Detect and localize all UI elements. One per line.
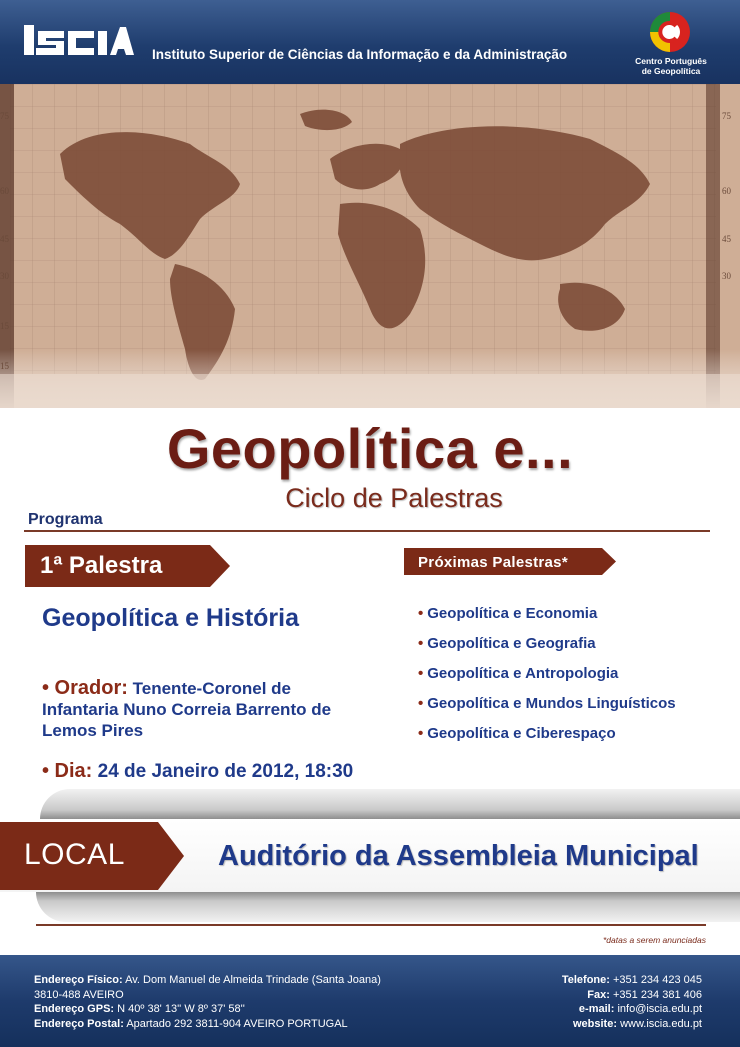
subtitle: Ciclo de Palestras bbox=[285, 483, 503, 513]
grid-label: 45 bbox=[722, 234, 731, 244]
footer-label: website: bbox=[572, 1017, 617, 1030]
divider bbox=[24, 530, 710, 532]
grid-label: 60 bbox=[722, 186, 731, 196]
list-item-label: Geopolítica e Antropologia bbox=[427, 665, 619, 682]
footer-line bbox=[562, 988, 702, 1003]
footer-value: 3810-488 AVEIRO bbox=[34, 988, 124, 1001]
footer-line bbox=[34, 1017, 381, 1032]
footer-line bbox=[34, 973, 381, 988]
bullet: • bbox=[418, 665, 424, 682]
footer-label: Endereço GPS: bbox=[34, 1003, 115, 1015]
footer-address bbox=[34, 973, 381, 1031]
venue-name: Auditório da Assembleia Municipal bbox=[218, 840, 699, 872]
institution-name: Instituto Superior de Ciências da Informação e da Administração bbox=[152, 47, 568, 62]
speaker-name: Tenente-Coronel de Infantaria Nuno Correia Barrento de Lemos Pires bbox=[42, 679, 332, 740]
upcoming-tag-label: Próximas Palestras* bbox=[418, 554, 568, 571]
bullet: • bbox=[418, 635, 424, 652]
decorative-band bbox=[40, 789, 740, 819]
footer-line bbox=[34, 1002, 381, 1017]
footer-label: Telefone: bbox=[561, 974, 610, 986]
footer-contacts bbox=[562, 973, 702, 1031]
footer-line bbox=[34, 988, 381, 1003]
partner-name-line1: Centro Português bbox=[635, 56, 707, 66]
list-item bbox=[418, 725, 676, 755]
grid-label: 75 bbox=[0, 111, 9, 121]
decorative-band bbox=[36, 892, 740, 922]
footer-line bbox=[562, 1002, 702, 1017]
footnote: *datas a serem anunciadas bbox=[602, 935, 706, 945]
bullet: • bbox=[418, 605, 424, 622]
first-talk-tag-label: 1ª Palestra bbox=[40, 552, 163, 579]
programa-label: Programa bbox=[28, 511, 103, 528]
footer-value: N 40º 38' 13'' W 8º 37' 58'' bbox=[117, 1003, 245, 1015]
footer-label: Endereço Físico: bbox=[34, 974, 123, 986]
bullet: • bbox=[418, 725, 424, 742]
bullet: • bbox=[418, 695, 424, 712]
footer-line bbox=[562, 1017, 702, 1032]
list-item bbox=[418, 695, 676, 725]
grid-label: 75 bbox=[722, 111, 731, 121]
world-map-banner bbox=[0, 84, 740, 408]
upcoming-list bbox=[418, 605, 676, 755]
website-link[interactable]: www.iscia.edu.pt bbox=[620, 1017, 702, 1030]
grid-label: 30 bbox=[0, 271, 9, 281]
list-item bbox=[418, 635, 676, 665]
date-value: 24 de Janeiro de 2012, 18:30 bbox=[97, 761, 354, 782]
list-item-label: Geopolítica e Economia bbox=[427, 605, 598, 622]
speaker-label: • Orador: bbox=[42, 677, 128, 699]
world-map-image bbox=[0, 84, 740, 408]
divider bbox=[36, 924, 706, 926]
footer-line bbox=[562, 973, 702, 988]
talk-title: Geopolítica e História bbox=[42, 604, 300, 632]
local-label: LOCAL bbox=[24, 838, 125, 871]
partner-name bbox=[624, 56, 718, 76]
footer-label: Fax: bbox=[587, 988, 610, 1001]
footer-label: e-mail: bbox=[578, 1003, 615, 1015]
grid-label: 15 bbox=[0, 321, 9, 331]
footer-label: Endereço Postal: bbox=[34, 1017, 124, 1030]
list-item-label: Geopolítica e Geografia bbox=[427, 635, 596, 652]
main-title: Geopolítica e... bbox=[166, 417, 574, 480]
footer-value: Apartado 292 3811-904 AVEIRO PORTUGAL bbox=[126, 1017, 348, 1030]
list-item bbox=[418, 665, 676, 695]
email-link[interactable]: info@iscia.edu.pt bbox=[617, 1003, 702, 1015]
grid-label: 30 bbox=[722, 271, 731, 281]
list-item-label: Geopolítica e Mundos Linguísticos bbox=[427, 695, 676, 712]
speaker bbox=[42, 678, 352, 741]
grid-label: 60 bbox=[0, 186, 9, 196]
footer-value: +351 234 423 045 bbox=[612, 974, 702, 986]
list-item bbox=[418, 605, 676, 635]
footer-value: Av. Dom Manuel de Almeida Trindade (Santa Joana) bbox=[125, 974, 381, 986]
date-label: • Dia: bbox=[42, 760, 93, 782]
list-item-label: Geopolítica e Ciberespaço bbox=[427, 725, 616, 742]
talk-date bbox=[42, 760, 353, 783]
iscia-logo bbox=[22, 17, 134, 63]
grid-label: 45 bbox=[0, 234, 9, 244]
cpg-logo-icon bbox=[648, 10, 692, 54]
partner-name-line2: de Geopolítica bbox=[641, 66, 701, 76]
footer-value: +351 234 381 406 bbox=[612, 988, 702, 1001]
grid-label: 15 bbox=[0, 361, 9, 371]
